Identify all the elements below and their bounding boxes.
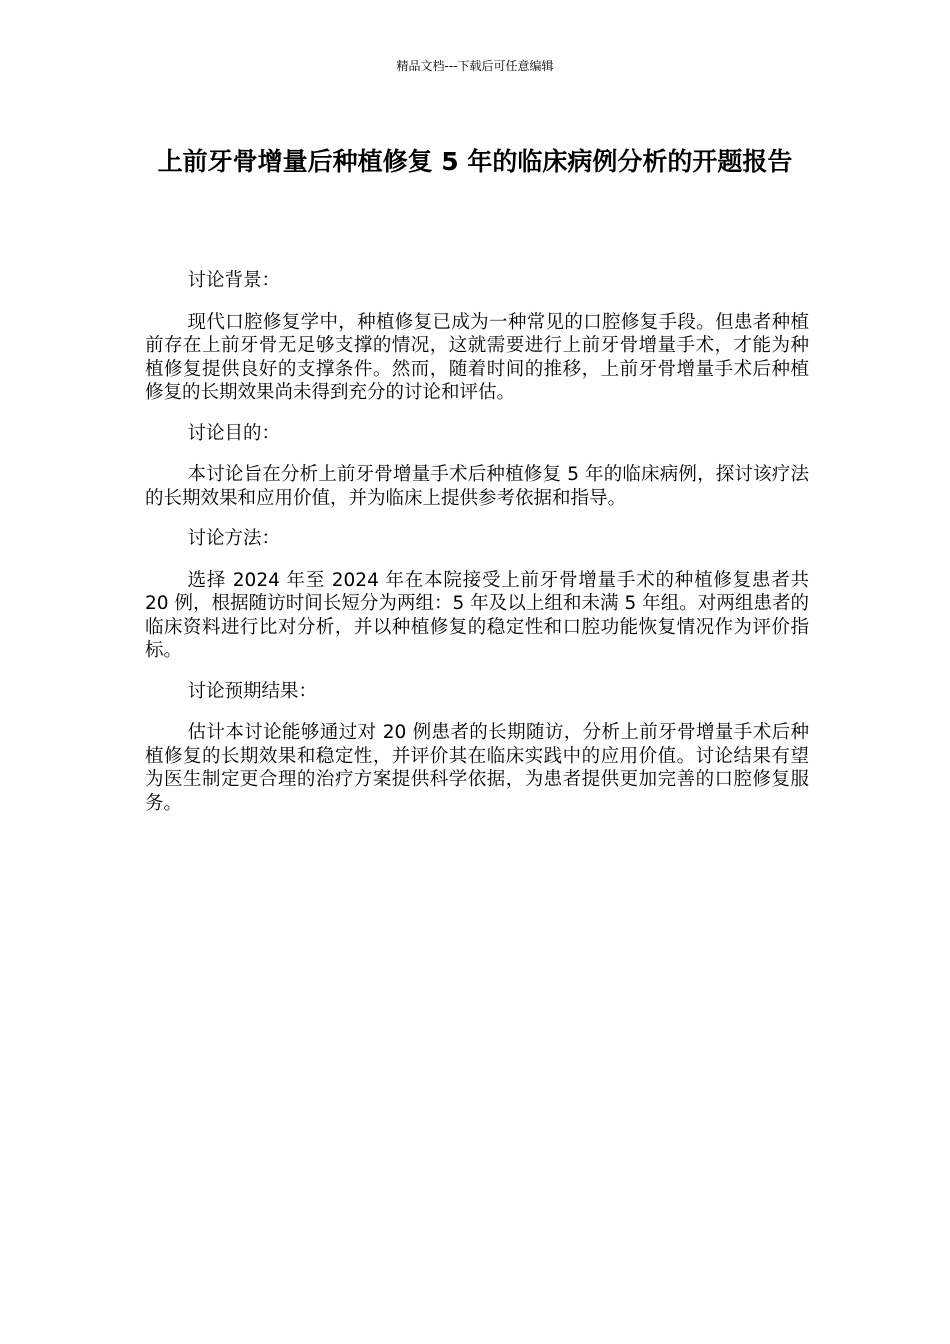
section-text-method: 选择 2024 年至 2024 年在本院接受上前牙骨增量手术的种植修复患者共 20 例，根据随访时间长短分为两组：5 年及以上组和未满 5 年组。对两组患者的临床资料进行比对分析，并以种植修复的稳定性和口腔功能恢复情况作为评价指标。 bbox=[145, 569, 809, 661]
section-text-purpose: 本讨论旨在分析上前牙骨增量手术后种植修复 5 年的临床病例，探讨该疗法的长期效果和应用价值，并为临床上提供参考依据和指导。 bbox=[145, 464, 809, 509]
header-note: 精品文档---下载后可任意编辑 bbox=[396, 59, 554, 73]
section-heading-background: 讨论背景： bbox=[187, 270, 281, 291]
document-title: 上前牙骨增量后种植修复 5 年的临床病例分析的开题报告 bbox=[157, 147, 793, 176]
document-body bbox=[145, 269, 809, 832]
section-heading-method: 讨论方法： bbox=[187, 528, 281, 549]
section-text-expected: 估计本讨论能够通过对 20 例患者的长期随访，分析上前牙骨增量手术后种植修复的长期效果和稳定性，并评价其在临床实践中的应用价值。讨论结果有望为医生制定更合理的治疗方案提供科学依据，为患者提供更加完善的口腔修复服务。 bbox=[145, 722, 809, 814]
section-heading-expected: 讨论预期结果： bbox=[187, 680, 318, 702]
section-text-background: 现代口腔修复学中，种植修复已成为一种常见的口腔修复手段。但患者种植前存在上前牙骨无足够支撑的情况，这就需要进行上前牙骨增量手术，才能为种植修复提供良好的支撑条件。然而，随着时间的推移，上前牙骨增量手术后种植修复的长期效果尚未得到充分的讨论和评估。 bbox=[145, 311, 809, 403]
section-heading-purpose: 讨论目的： bbox=[187, 422, 281, 444]
